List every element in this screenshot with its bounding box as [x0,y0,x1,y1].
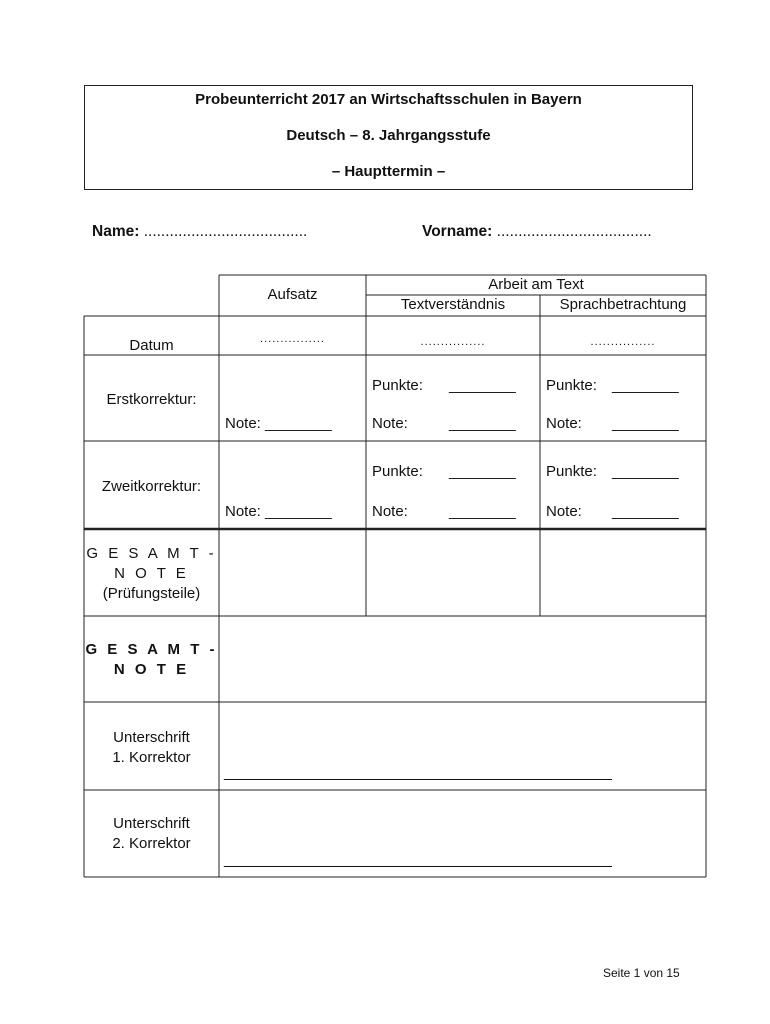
zweit-sprachbetrachtung-note-blank[interactable]: ________ [612,503,679,520]
col-sprachbetrachtung: Sprachbetrachtung [559,296,687,313]
name-dots: ...................................... [143,223,308,240]
erst-sprachbetrachtung-note-label: Note: [546,415,582,432]
row-datum-label: Datum [129,337,174,354]
zweit-aufsatz-note[interactable] [225,503,332,520]
erst-sprachbetrachtung-punkte-label: Punkte: [546,377,597,394]
page-number: Seite 1 von 15 [603,966,680,980]
unterschrift2-line1: Unterschrift [113,815,190,832]
datum-aufsatz-field[interactable]: ................ [260,333,325,345]
unterschrift1-line2: 1. Korrektor [112,749,191,766]
row-erstkorrektur-label: Erstkorrektur: [106,391,197,408]
gesamtnote-pt-line2: N O T E [114,565,189,582]
gesamtnote-pt-line3: (Prüfungsteile) [102,585,201,602]
gesamtnote-pt-line1: G E S A M T - [86,545,217,562]
erst-aufsatz-note[interactable] [225,415,332,432]
zweit-sprachbetrachtung-note-label: Note: [546,503,582,520]
signature2-line[interactable]: _____________________________________________ [224,851,612,868]
note-label: Note: [225,503,261,520]
erst-textverstaendnis-note-label: Note: [372,415,408,432]
unterschrift1-line1: Unterschrift [113,729,190,746]
col-textverstaendnis: Textverständnis [400,296,506,313]
gesamtnote-line1: G E S A M T - [85,641,218,658]
erst-sprachbetrachtung-punkte-blank[interactable]: ________ [612,377,679,394]
note-label: Note: [225,415,261,432]
exam-subject: Deutsch – 8. Jahrgangsstufe [286,127,491,144]
gesamtnote-line2: N O T E [113,661,190,678]
zweit-sprachbetrachtung-punkte-label: Punkte: [546,463,597,480]
signature1-line[interactable]: _____________________________________________ [224,764,612,781]
col-aufsatz: Aufsatz [267,286,318,303]
datum-sprachbetrachtung-field[interactable]: ................ [590,336,656,348]
zweit-sprachbetrachtung-punkte-blank[interactable]: ________ [612,463,679,480]
erst-sprachbetrachtung-note-blank[interactable]: ________ [612,415,679,432]
unterschrift2-line2: 2. Korrektor [112,835,191,852]
note-blank: ________ [265,415,332,432]
vorname-dots: .................................... [496,223,652,240]
zweit-textverstaendnis-note-label: Note: [372,503,408,520]
note-blank: ________ [265,503,332,520]
zweit-textverstaendnis-punkte-blank[interactable]: ________ [449,463,516,480]
datum-textverstaendnis-field[interactable]: ................ [420,336,486,348]
row-zweitkorrektur-label: Zweitkorrektur: [101,478,202,495]
zweit-textverstaendnis-punkte-label: Punkte: [372,463,423,480]
erst-textverstaendnis-punkte-label: Punkte: [372,377,423,394]
vorname-label: Vorname: [422,223,493,240]
name-label: Name: [92,223,140,240]
exam-term: – Haupttermin – [331,163,446,180]
erst-textverstaendnis-note-blank[interactable]: ________ [449,415,516,432]
erst-textverstaendnis-punkte-blank[interactable]: ________ [449,377,516,394]
zweit-textverstaendnis-note-blank[interactable]: ________ [449,503,516,520]
exam-title: Probeunterricht 2017 an Wirtschaftsschulen in Bayern [195,91,582,108]
col-arbeit-am-text: Arbeit am Text [488,276,584,293]
